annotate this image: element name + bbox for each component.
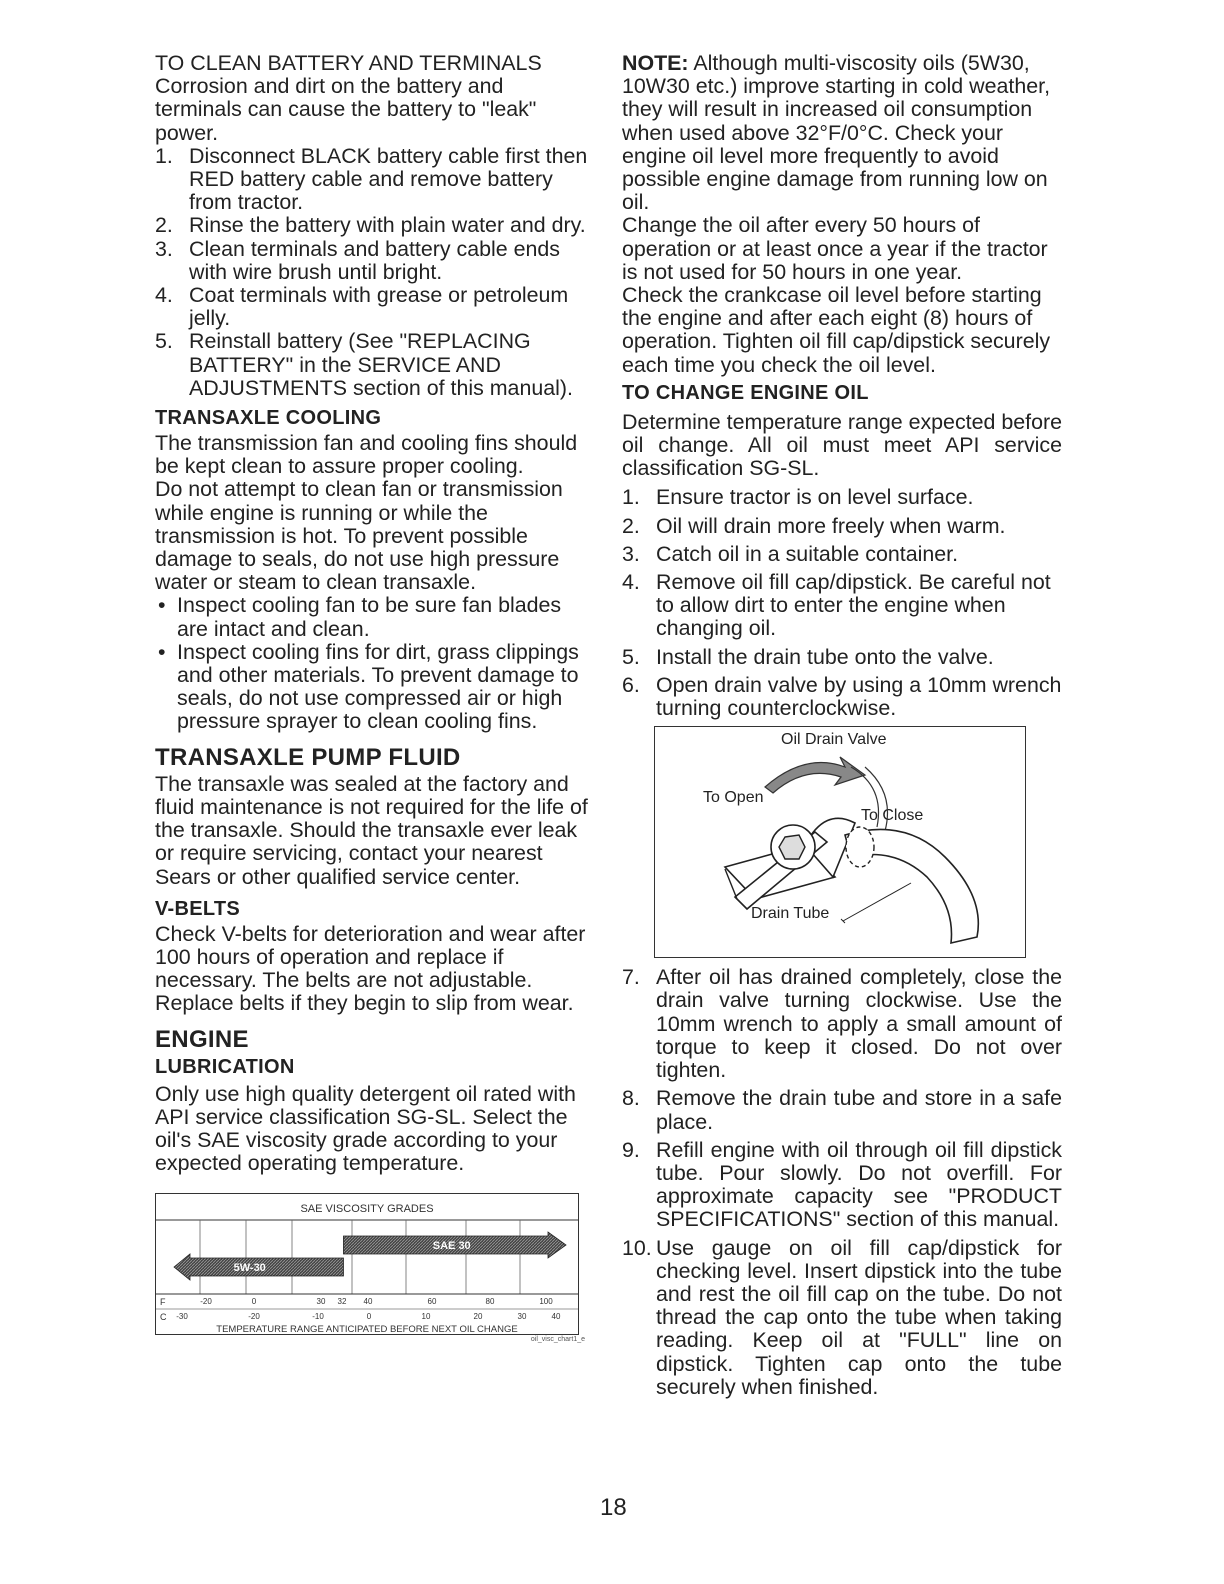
note-label: NOTE: [622,51,689,75]
c-tick-label: 30 [517,1312,527,1322]
step-item [622,486,1062,509]
bullet-dot: • [158,593,166,618]
step-text: Use gauge on oil fill cap/dipstick for checking level. Insert dipstick into the tube and rest the oil fill cap on the tube. Do not thread the cap onto the tube when taking reading. Keep oil at "FULL" line on dipstick. Tighten cap onto the tube securely when finished. [656,1235,1062,1399]
bar-label: 5W-30 [233,1262,266,1275]
step-item [155,330,595,400]
bar-sae-30 [343,1232,566,1258]
step-text: Rinse the battery with plain water and dry. [189,213,586,238]
step-text: Coat terminals with grease or petroleum jelly. [189,283,569,331]
cooling-title: TRANSAXLE COOLING [155,407,382,430]
step-number: 9. [622,1137,640,1162]
to-open-label: To Open [703,789,764,807]
step-text: Ensure tractor is on level surface. [656,485,974,510]
f-tick-label: 100 [539,1297,553,1307]
step-number: 5. [622,644,640,669]
step-text: After oil has drained completely, close the drain valve turning clockwise. Use the 10mm wrench to apply a small amount of torque to keep it closed. Do not over tighten. [656,965,1062,1083]
step-number: 6. [622,672,640,697]
left-column [155,52,595,1343]
c-tick-label: -30 [176,1312,188,1322]
vbelts-title: V-BELTS [155,897,241,920]
step-item [622,646,1062,669]
battery-title: TO CLEAN BATTERY AND TERMINALS [155,51,542,75]
pump-title: TRANSAXLE PUMP FLUID [155,743,461,771]
step-number: 3. [155,236,173,261]
step-item [622,1237,1062,1399]
step-text: Catch oil in a suitable container. [656,541,959,566]
c-tick-label: 10 [421,1312,431,1322]
step-text: Reinstall battery (See "REPLACING BATTERY" in the SERVICE AND ADJUSTMENTS section of this manual). [189,329,573,400]
step-number: 3. [622,541,640,566]
step-item [622,674,1062,720]
drain-tube-label: Drain Tube [751,905,830,923]
bullet-item [155,594,595,640]
f-tick-label: -20 [200,1297,212,1307]
step-text: Install the drain tube onto the valve. [656,644,994,669]
engine-title: ENGINE [155,1025,249,1053]
change-oil-steps-b [622,966,1062,1399]
lubrication-title: LUBRICATION [155,1055,295,1078]
step-number: 1. [155,143,173,168]
f-tick-label: 0 [251,1297,257,1307]
note-paragraph [622,52,1062,214]
lubrication-text: Only use high quality detergent oil rated with API service classification SG-SL. Select the oil's SAE viscosity grade according to your expected operating temperature. [155,1081,576,1176]
bullet-item [155,641,595,734]
step-number: 1. [622,485,640,510]
step-number: 5. [155,329,173,354]
f-tick-label: 60 [427,1297,437,1307]
c-tick-label: -20 [248,1312,260,1322]
viscosity-chart-svg [156,1194,578,1334]
step-item [622,543,1062,566]
battery-steps [155,145,595,400]
step-number: 4. [622,570,640,595]
step-text: Remove the drain tube and store in a safe place. [656,1086,1062,1134]
step-number: 2. [622,513,640,538]
figure-title: Oil Drain Valve [781,731,887,749]
c-tick-label: 0 [366,1312,372,1322]
step-number: 8. [622,1086,640,1111]
c-tick-label: 40 [551,1312,561,1322]
viscosity-chart [155,1193,579,1335]
f-axis-label: F [160,1297,166,1308]
step-text: Refill engine with oil through oil fill dipstick tube. Pour slowly. Do not overfill. For approximate capacity see "PRODUCT SPECIFICATIONS" section of this manual. [656,1137,1062,1232]
step-text: Remove oil fill cap/dipstick. Be careful not to allow dirt to enter the engine when changing oil. [656,570,1051,641]
to-close-label: To Close [861,807,924,825]
chart-code: oil_visc_chart1_e [530,1336,585,1344]
change-oil-title: TO CHANGE ENGINE OIL [622,381,869,404]
step-item [155,238,595,284]
step-number: 10. [622,1235,652,1260]
note-text: Although multi-viscosity oils (5W30, 10W30 etc.) improve starting in cold weather, they will result in increased oil consumption when used above 32°F/0°C. Check your engine oil level more frequently to avoid possible engine damage from running low on oil. [622,51,1051,215]
oil-check-paragraph: Check the crankcase oil level before starting the engine and after each eight (8) hours of operation. Tighten oil fill cap/dipstick securely each time you check the oil level. [622,283,1051,377]
step-item [622,515,1062,538]
bullet-dot: • [158,639,166,664]
step-item [155,214,595,237]
pump-text: The transaxle was sealed at the factory and fluid maintenance is not required for the life of the transaxle. Should the transaxle ever leak or require servicing, contact your nearest Sears or other qualified service center. [155,771,588,889]
step-text: Disconnect BLACK battery cable first then RED battery cable and remove battery from tractor. [189,143,588,215]
step-text: Inspect cooling fins for dirt, grass clippings and other materials. To prevent damage to seals, do not use compressed air or high pressure sprayer to clean cooling fins. [177,639,579,734]
step-item [155,284,595,330]
chart-xlabel: TEMPERATURE RANGE ANTICIPATED BEFORE NEXT OIL CHANGE [216,1324,518,1335]
step-item [622,966,1062,1082]
chart-title: SAE VISCOSITY GRADES [300,1203,434,1216]
cooling-bullets [155,594,595,733]
step-number: 7. [622,965,640,990]
bar-label: SAE 30 [432,1240,471,1253]
f-tick-label: 32 [337,1297,347,1307]
battery-intro: Corrosion and dirt on the battery and terminals can cause the battery to "leak" power. [155,74,537,145]
vbelts-text: Check V-belts for deterioration and wear after 100 hours of operation and replace if necessary. The belts are not adjustable. Replace belts if they begin to slip from wear. [155,921,586,1016]
step-text: Open drain valve by using a 10mm wrench turning counterclockwise. [656,672,1062,721]
c-tick-label: 20 [473,1312,483,1322]
change-oil-steps-a [622,486,1062,720]
change-oil-intro: Determine temperature range expected before oil change. All oil must meet API service classification SG-SL. [622,409,1062,481]
f-tick-label: 40 [363,1297,373,1307]
f-tick-label: 30 [316,1297,326,1307]
cooling-p2: Do not attempt to clean fan or transmission while engine is running or while the transmission is hot. To prevent possible damage to seals, do not use high pressure water or steam to clean transaxle. [155,477,563,595]
step-text: Clean terminals and battery cable ends with wire brush until bright. [189,236,560,284]
oil-change-interval: Change the oil after every 50 hours of operation or at least once a year if the tractor is not used for 50 hours in one year. [622,213,1048,284]
c-axis-label: C [160,1312,167,1323]
step-item [155,145,595,215]
bar-5w-30 [174,1254,343,1280]
step-item [622,571,1062,641]
oil-drain-valve-figure [654,726,1026,958]
page-number: 18 [600,1494,627,1521]
step-number: 2. [155,213,173,238]
right-column [622,52,1062,1404]
step-text: Oil will drain more freely when warm. [656,513,1006,538]
drain-valve-illustration [655,727,1025,957]
step-item [622,1087,1062,1133]
step-item [622,1139,1062,1232]
step-number: 4. [155,283,173,308]
c-tick-label: -10 [312,1312,324,1322]
cooling-p1: The transmission fan and cooling fins should be kept clean to assure proper cooling. [155,431,578,479]
step-text: Inspect cooling fan to be sure fan blades are intact and clean. [177,593,562,641]
f-tick-label: 80 [485,1297,495,1307]
